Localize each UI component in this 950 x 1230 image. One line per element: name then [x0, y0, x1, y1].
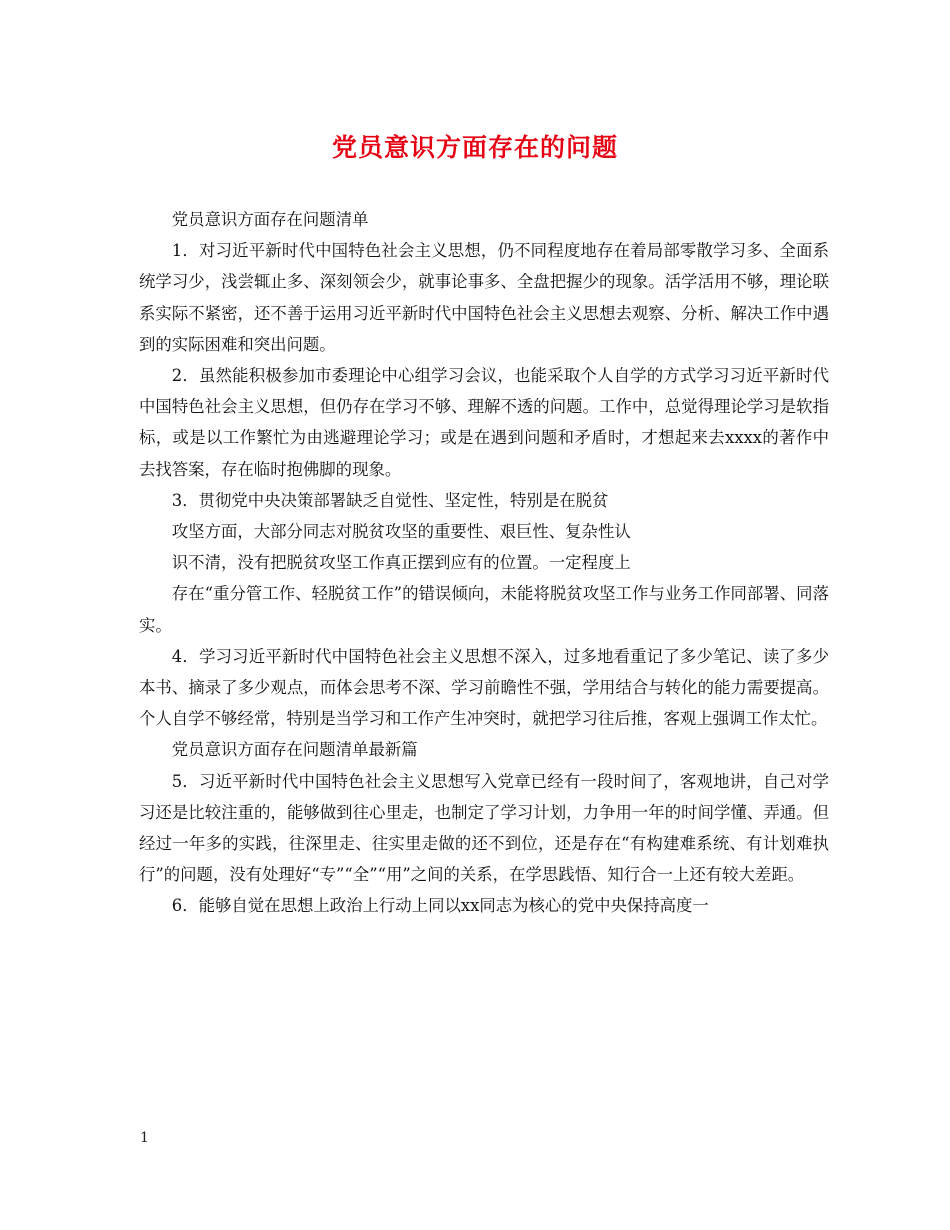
paragraph-item-3-line-3: 识不清，没有把脱贫攻坚工作真正摆到应有的位置。一定程度上 — [171, 553, 631, 573]
paragraph-item-3-line-4: 存在“重分管工作、轻脱贫工作”的错误倾向，未能将脱贫攻坚工作与业务工作同部署、同落实。 — [139, 584, 829, 635]
paragraph-item-6: 6．能够自觉在思想上政治上行动上同以xx同志为核心的党中央保持高度一 — [171, 896, 709, 916]
document-body — [139, 204, 829, 922]
paragraph-item-1: 1．对习近平新时代中国特色社会主义思想，仍不同程度地存在着局部零散学习多、全面系统学习少，浅尝辄止多、深刻领会少，就事论事多、全盘把握少的现象。活学活用不够，理论联系实际不紧密，还不善于运用习近平新时代中国特色社会主义思想去观察、分析、解决工作中遇到的实际困难和突出问题。 — [139, 241, 829, 354]
page-number: 1 — [140, 1130, 149, 1146]
paragraph-item-3-line-2: 攻坚方面，大部分同志对脱贫攻坚的重要性、艰巨性、复杂性认 — [171, 522, 631, 542]
paragraph-list-heading: 党员意识方面存在问题清单 — [171, 210, 369, 229]
document-title: 党员意识方面存在的问题 — [331, 133, 618, 162]
paragraph-item-3-line-1: 3．贯彻党中央决策部署缺乏自觉性、坚定性，特别是在脱贫 — [171, 490, 609, 510]
paragraph-item-2: 2．虽然能积极参加市委理论中心组学习会议，也能采取个人自学的方式学习习近平新时代中国特色社会主义思想，但仍存在学习不够、理解不透的问题。工作中，总觉得理论学习是软指标，或是以工作繁忙为由逃避理论学习；或是在遇到问题和矛盾时，才想起来去xxxx的著作中去找答案，存在临时抱佛脚的现象。 — [139, 366, 829, 479]
paragraph-item-4: 4．学习习近平新时代中国特色社会主义思想不深入，过多地看重记了多少笔记、读了多少本书、摘录了多少观点，而体会思考不深、学习前瞻性不强，学用结合与转化的能力需要提高。个人自学不够经常，特别是当学习和工作产生冲突时，就把学习往后推，客观上强调工作太忙。 — [139, 646, 829, 729]
paragraph-section-heading: 党员意识方面存在问题清单最新篇 — [171, 740, 418, 760]
paragraph-item-5: 5．习近平新时代中国特色社会主义思想写入党章已经有一段时间了，客观地讲，自己对学习还是比较注重的，能够做到往心里走，也制定了学习计划，力争用一年的时间学懂、弄通。但经过一年多的实践，往深里走、往实里走做的还不到位，还是存在“有构建难系统、有计划难执行”的问题，没有处理好“专”“全”“用”之间的关系，在学思践悟、知行合一上还有较大差距。 — [139, 771, 829, 885]
